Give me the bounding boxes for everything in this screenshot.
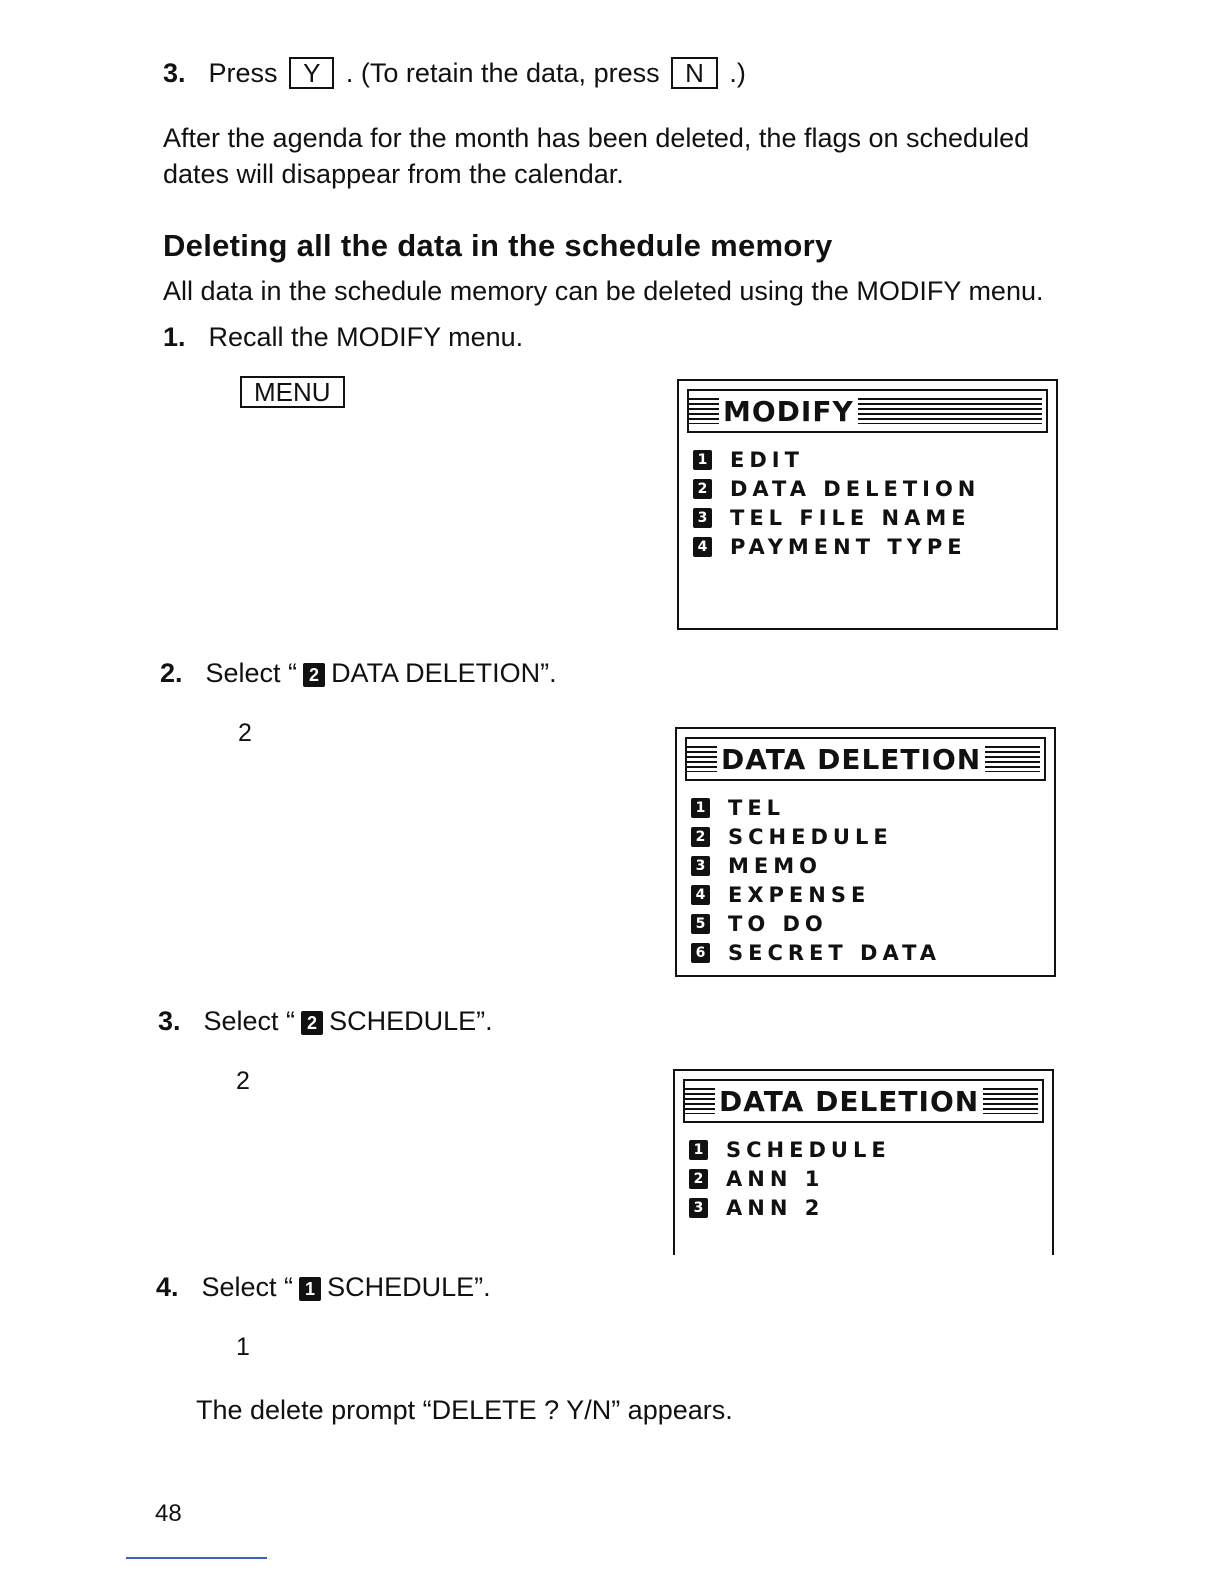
step-1 — [163, 320, 523, 354]
lcd-menu-item — [691, 793, 941, 822]
lcd-screen-data-deletion — [675, 727, 1056, 977]
step-text: Select “ — [203, 1006, 296, 1036]
item-number-badge: 1 — [689, 1140, 708, 1160]
item-number-badge: 3 — [693, 508, 712, 528]
selection-badge: 2 — [301, 1011, 323, 1035]
lcd-menu-item — [689, 1135, 891, 1164]
title-stripe-right — [985, 746, 1040, 772]
page-number: 48 — [155, 1500, 182, 1527]
item-label: TEL FILE NAME — [730, 505, 971, 530]
selection-badge: 1 — [299, 1277, 321, 1301]
item-number-badge: 4 — [691, 885, 710, 905]
title-stripe-right — [858, 398, 1042, 424]
closing-note: The delete prompt “DELETE ? Y/N” appears. — [196, 1395, 733, 1425]
lcd-title-bar — [687, 389, 1048, 433]
step-number: 3. — [163, 58, 186, 88]
key-press-1: 1 — [236, 1333, 250, 1361]
title-stripe-left — [689, 398, 719, 424]
item-number-badge: 6 — [691, 943, 710, 963]
footer-rule — [126, 1557, 267, 1559]
lcd-menu-list — [693, 445, 980, 561]
title-stripe-left — [687, 746, 717, 772]
step-text-end: DATA DELETION”. — [331, 658, 557, 688]
lcd-menu-item — [693, 503, 980, 532]
lcd-menu-item — [691, 938, 941, 967]
intro-step-3 — [163, 56, 746, 90]
step-4 — [156, 1270, 491, 1304]
y-key: Y — [289, 57, 334, 89]
item-number-badge: 1 — [691, 798, 710, 818]
lcd-menu-list — [689, 1135, 891, 1222]
lcd-menu-item — [691, 880, 941, 909]
step-text: Recall the MODIFY menu. — [208, 322, 524, 352]
step-text-middle: . (To retain the data, press — [345, 58, 660, 88]
item-label: EDIT — [730, 447, 804, 472]
title-stripe-left — [685, 1088, 715, 1114]
item-number-badge: 2 — [693, 479, 712, 499]
step-number: 2. — [160, 658, 183, 688]
item-number-badge: 3 — [691, 856, 710, 876]
item-number-badge: 3 — [689, 1198, 708, 1218]
item-label: DATA DELETION — [730, 476, 981, 501]
key-press-2: 2 — [236, 1067, 250, 1095]
title-stripe-right — [983, 1088, 1038, 1114]
lcd-menu-item — [693, 532, 980, 561]
item-label: PAYMENT TYPE — [730, 534, 967, 559]
item-label: TEL — [728, 795, 786, 820]
step-text: Select “ — [205, 658, 298, 688]
step-text-end: .) — [729, 58, 746, 88]
lcd-menu-item — [691, 822, 941, 851]
lcd-title: MODIFY — [723, 394, 854, 428]
lcd-menu-item — [693, 474, 980, 503]
step-number: 3. — [158, 1006, 181, 1036]
step-number: 4. — [156, 1272, 179, 1302]
selection-badge: 2 — [303, 663, 325, 687]
step-text: Select “ — [201, 1272, 294, 1302]
section-intro: All data in the schedule memory can be deleted using the MODIFY menu. — [163, 276, 1044, 306]
menu-key-label: MENU — [240, 376, 345, 408]
lcd-menu-item — [691, 851, 941, 880]
lcd-title: DATA DELETION — [721, 742, 982, 776]
item-label: TO DO — [728, 911, 828, 936]
intro-paragraph: After the agenda for the month has been deleted, the flags on scheduled dates will disappear from the calendar. — [163, 123, 1030, 189]
item-number-badge: 4 — [693, 537, 712, 557]
step-number: 1. — [163, 322, 186, 352]
lcd-menu-list — [691, 793, 941, 967]
step-3 — [158, 1004, 493, 1038]
item-label: ANN 2 — [726, 1195, 825, 1220]
lcd-title: DATA DELETION — [719, 1084, 980, 1118]
item-number-badge: 5 — [691, 914, 710, 934]
item-label: SECRET DATA — [728, 940, 942, 965]
item-label: EXPENSE — [728, 882, 871, 907]
step-text-end: SCHEDULE”. — [329, 1006, 493, 1036]
key-press-2: 2 — [238, 719, 252, 747]
step-2 — [160, 656, 557, 690]
item-label: SCHEDULE — [726, 1137, 891, 1162]
lcd-title-bar — [683, 1079, 1044, 1123]
menu-key — [240, 376, 345, 408]
lcd-menu-item — [693, 445, 980, 474]
item-number-badge: 2 — [691, 827, 710, 847]
step-text-end: SCHEDULE”. — [327, 1272, 491, 1302]
lcd-menu-item — [691, 909, 941, 938]
lcd-menu-item — [689, 1164, 891, 1193]
lcd-screen-modify — [677, 379, 1058, 630]
lcd-title-bar — [685, 737, 1046, 781]
item-number-badge: 2 — [689, 1169, 708, 1189]
item-label: ANN 1 — [726, 1166, 825, 1191]
lcd-screen-schedule-deletion — [673, 1069, 1054, 1255]
item-number-badge: 1 — [693, 450, 712, 470]
section-heading: Deleting all the data in the schedule memory — [163, 228, 833, 263]
step-text: Press — [208, 58, 278, 88]
item-label: MEMO — [728, 853, 822, 878]
n-key: N — [671, 57, 718, 89]
item-label: SCHEDULE — [728, 824, 893, 849]
lcd-menu-item — [689, 1193, 891, 1222]
